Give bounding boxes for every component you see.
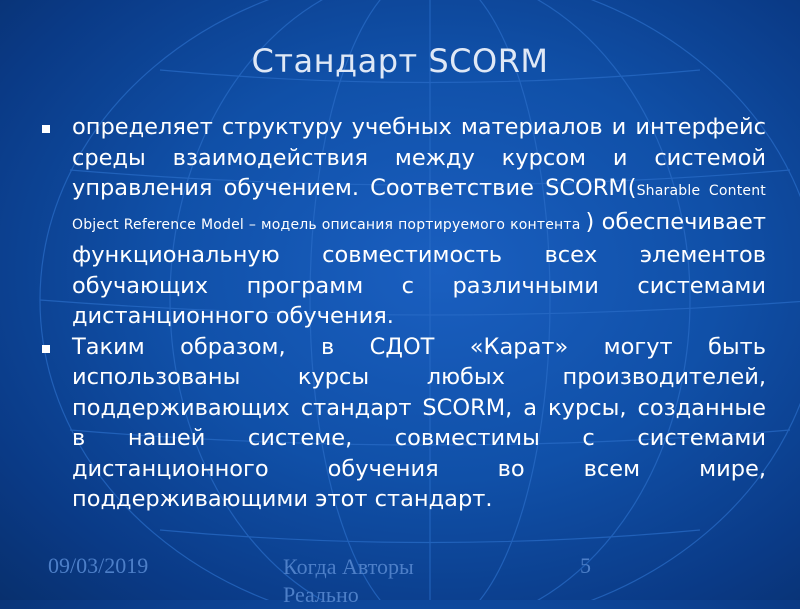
bullet-text: Таким образом, в СДОТ «Карат» могут быть использованы курсы любых производителей, поддерживающих стандарт SCORM, а курсы, созданные в нашей системе, совместимы с системами дистанционного обучения во всем мире, поддерживающими этот стандарт.	[72, 333, 766, 512]
footer-date: 09/03/2019	[48, 553, 149, 578]
bullet-item	[36, 332, 766, 515]
bullet-item	[36, 112, 766, 332]
bullet-text: ) обеспечивает функциональную совместимость всех элементов обучающих программ с различными системами дистанционного обучения.	[72, 208, 766, 329]
slide-content	[36, 112, 766, 515]
slide-title: Стандарт SCORM	[251, 42, 549, 80]
footer-page-number: 5	[580, 553, 591, 578]
bullet-small-text: Sharable Content Object Reference Model – модель описания портируемого контента	[72, 183, 766, 233]
square-bullet-icon	[42, 125, 50, 133]
footer-center-text: Когда Авторы Реально	[283, 554, 414, 607]
bullet-text: определяет структуру учебных материалов и интерфейс среды взаимодействия между курсом и системой управления обучением. Соответствие SCORM(	[72, 114, 766, 201]
square-bullet-icon	[42, 345, 50, 353]
